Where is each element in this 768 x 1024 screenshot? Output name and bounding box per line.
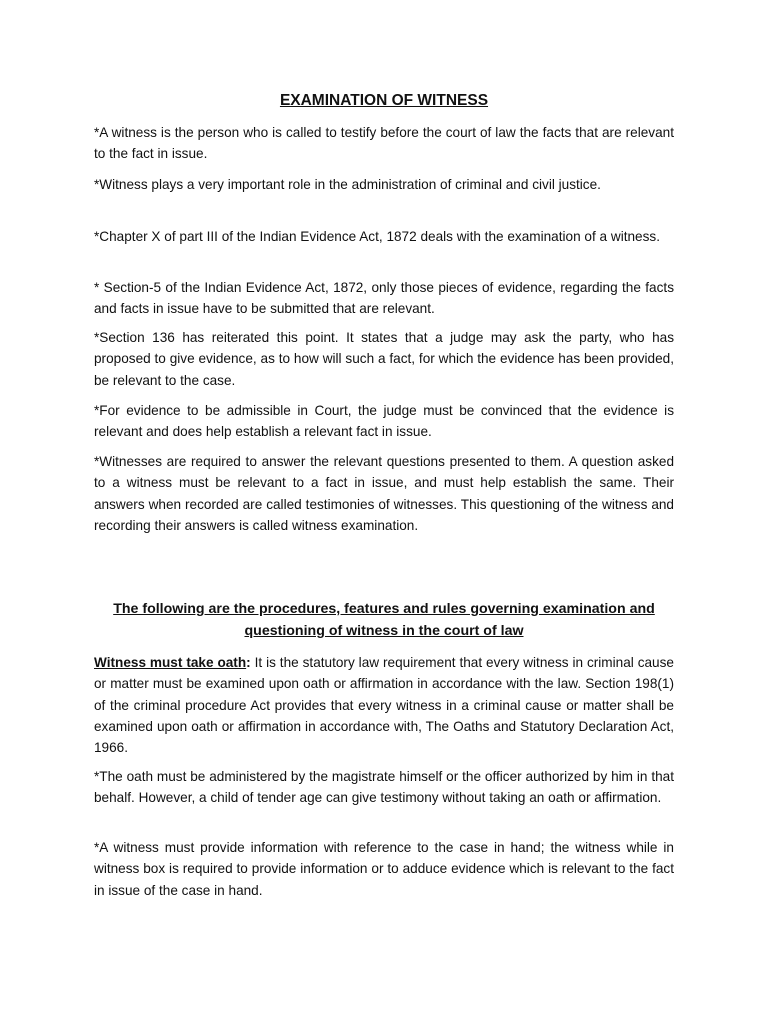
- paragraph-oath-administration: *The oath must be administered by the magistrate himself or the officer authorized by him in that behalf. However, a child of tender age can give testimony without taking an oath or affirmation.: [94, 769, 674, 806]
- paragraph-witness-role: *Witness plays a very important role in the administration of criminal and civil justice.: [94, 177, 601, 192]
- paragraph-chapter-x: *Chapter X of part III of the Indian Evidence Act, 1872 deals with the examination of a witness.: [94, 229, 660, 244]
- section-heading: The following are the procedures, features and rules governing examination and questioning of witness in the court of law: [113, 601, 655, 639]
- oath-lead-label: Witness must take oath: [94, 655, 247, 670]
- paragraph-relevant-information: *A witness must provide information with reference to the case in hand; the witness while in witness box is required to provide information or to adduce evidence which is relevant to the fact in issue of the case in hand.: [94, 840, 674, 898]
- paragraph-section-5: * Section-5 of the Indian Evidence Act, 1872, only those pieces of evidence, regarding the facts and facts in issue have to be submitted that are relevant.: [94, 280, 674, 317]
- paragraph-section-136: *Section 136 has reiterated this point. It states that a judge may ask the party, who has proposed to give evidence, as to how will such a fact, for which the evidence has been provided, be relevant to the case.: [94, 330, 674, 388]
- paragraph-witness-examination: *Witnesses are required to answer the relevant questions presented to them. A question asked to a witness must be relevant to a fact in issue, and must help establish the same. Their answers when recorded are called testimonies of witnesses. This questioning of the witness and recording their answers is called witness examination.: [94, 454, 674, 533]
- paragraph-witness-definition: *A witness is the person who is called to testify before the court of law the facts that are relevant to the fact in issue.: [94, 125, 674, 162]
- paragraph-oath: [94, 652, 674, 758]
- oath-text: It is the statutory law requirement that every witness in criminal cause or matter must be examined upon oath or affirmation in accordance with the law. Section 198(1) of the criminal procedure Act provides that every witness in a criminal cause or matter shall be examined upon oath or affirmation in accordance with, The Oaths and Statutory Declaration Act, 1966.: [94, 655, 674, 756]
- document-title: EXAMINATION OF WITNESS: [279, 92, 489, 109]
- paragraph-admissibility: *For evidence to be admissible in Court, the judge must be convinced that the evidence is relevant and does help establish a relevant fact in issue.: [94, 403, 674, 440]
- oath-lead-colon: :: [246, 655, 251, 670]
